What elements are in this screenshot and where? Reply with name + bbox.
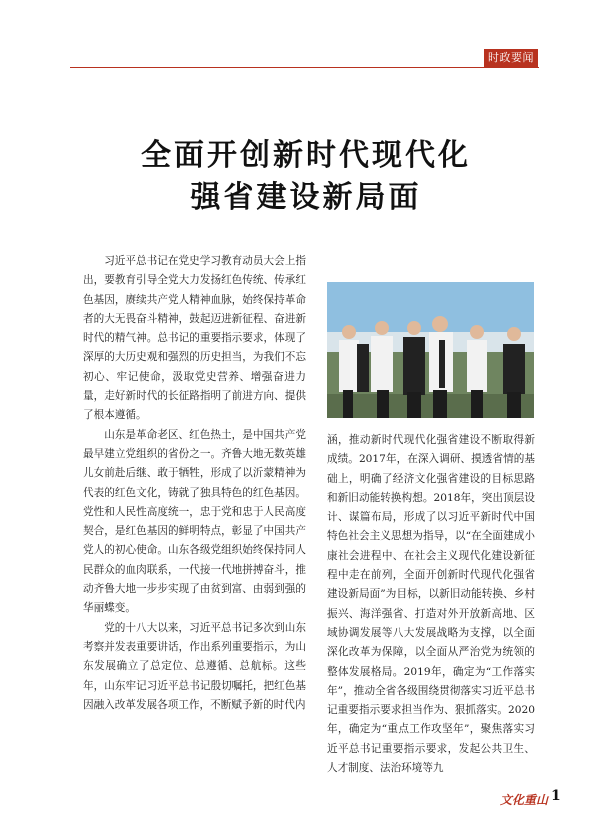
section-tag: 时政要闻 xyxy=(484,49,538,67)
paragraph-2: 山东是革命老区、红色热土，是中国共产党最早建立党组织的省份之一。齐鲁大地无数英雄儿女前赴后继、敢于牺牲，形成了以沂蒙精神为代表的红色文化，铸就了独具特色的红色基因。党性和人民性高度统一，忠于党和忠于人民高度契合，是红色基因的鲜明特点，彰显了中国共产党人的初心使命。山东各级党组织始终保持同人民群众的血肉联系，一代接一代地拼搏奋斗，推动齐鲁大地一步步实现了由贫到富、由弱到强的华丽蝶变。 xyxy=(83,428,306,615)
right-column xyxy=(327,431,535,778)
paragraph-1: 习近平总书记在党史学习教育动员大会上指出，要教育引导全党大力发扬红色传统、传承红色基因，赓续共产党人精神血脉，始终保持革命者的大无畏奋斗精神，鼓起迈进新征程、奋进新时代的精气神。总书记的重要指示要求，体现了深厚的大历史观和强烈的历史担当，为我们不忘初心、牢记使命，汲取党史营养、增强奋进力量，走好新时代的长征路指明了前进方向、提供了根本遵循。 xyxy=(83,255,306,422)
left-column xyxy=(83,252,306,715)
article-title-line2: 强省建设新局面 xyxy=(190,180,422,215)
news-photo-illustration xyxy=(327,282,534,418)
article-title-line1: 全面开创新时代现代化 xyxy=(141,138,471,173)
news-photo xyxy=(327,282,534,418)
paragraph-3-continued: 涵，推动新时代现代化强省建设不断取得新成绩。2017年，在深入调研、摸透省情的基础上，明确了经济文化强省建设的目标思路和新旧动能转换构想。2018年，突出顶层设计、谋篇布局，形成了以习近平新时代中国特色社会主义思想为指导，以“在全面建成小康社会进程中、在社会主义现代化建设新征程中走在前列，全面开创新时代现代化强省建设新局面”为目标，以新旧动能转换、乡村振兴、海洋强省、打造对外开放新高地、区域协调发展等八大发展战略为支撑，以全面深化改革为保障，以全面从严治党为统领的整体发展格局。2019年，确定为“工作落实年”，推动全省各级围绕贯彻落实习近平总书记重要指示要求担当作为、狠抓落实。2020年，确定为“重点工作攻坚年”，聚焦落实习近平总书记重要指示要求，发起公共卫生、人才制度、法治环境等九 xyxy=(327,434,535,775)
header-rule xyxy=(70,67,539,68)
paragraph-3: 党的十八大以来，习近平总书记多次到山东考察并发表重要讲话，作出系列重要指示，为山东发展确立了总定位、总遵循、总航标。这些年，山东牢记习近平总书记殷切嘱托，把红色基因融入改革发展各项工作，不断赋予新的时代内 xyxy=(83,621,306,711)
page-number: 1 xyxy=(551,788,561,804)
magazine-brand-logo: 文化重山 xyxy=(500,793,549,807)
